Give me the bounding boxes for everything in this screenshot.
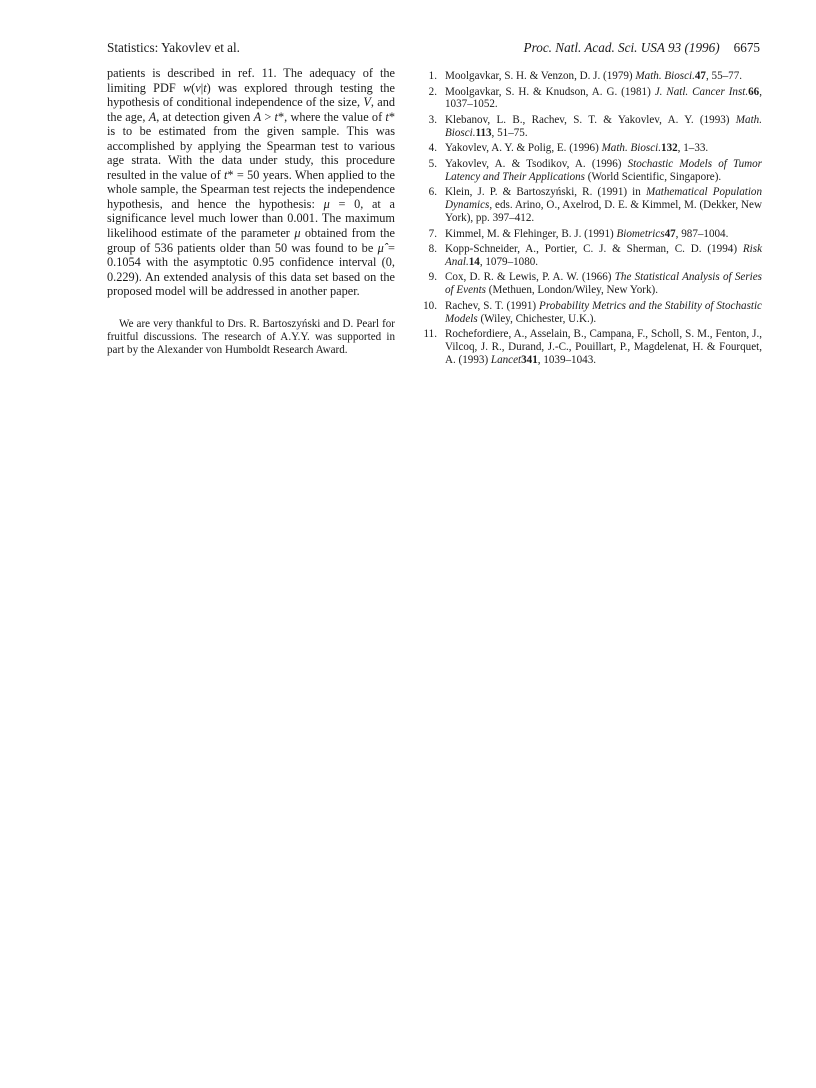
reference-volume: 132 [661, 142, 678, 155]
reference-pages: , 1079–1080. [479, 255, 539, 268]
header-section-label: Statistics: Yakovlev et al. [107, 40, 240, 55]
reference-item [419, 300, 762, 326]
reference-number: 1. [428, 70, 437, 82]
reference-number: 4. [428, 142, 437, 155]
reference-number: 9. [428, 271, 437, 284]
reference-item [419, 228, 762, 241]
reference-volume: 113 [475, 126, 492, 139]
reference-journal: Lancet [490, 354, 522, 367]
reference-authors: Kimmel, M. & Flehinger, B. J. (1991) [445, 227, 617, 240]
reference-pages: , 987–1004. [675, 227, 729, 240]
reference-authors: Rachev, S. T. (1991) [445, 299, 540, 312]
reference-publisher: (Wiley, Chichester, U.K.). [477, 312, 597, 325]
body-paragraph: patients is described in ref. 11. The adequacy of the limiting PDF w(v|t) was explored through testing the hypothesis of conditional independence of the size, V, and the age, A, at detection given A > t*, where the value of t* is to be estimated from the given sample. This was accomplished by applying the Spearman test to various age strata. With the data under study, this procedure resulted in the value of t* = 50 years. When applied to the whole sample, the Spearman test rejects the independence hypothesis, and hence the hypothesis: μ = 0, at a significance level much lower than 0.001. The maximum likelihood estimate of the parameter μ obtained from the group of 536 patients older than 50 was found to be μ̂ = 0.1054 with the asymptotic 0.95 confidence interval (0, 0.229). An extended analysis of this data set based on the proposed model will be addressed in another paper. [107, 66, 396, 299]
reference-title: Stochastic Models of Tumor Latency and Their Applications [445, 157, 762, 183]
reference-item [419, 271, 762, 297]
reference-authors: Moolgavkar, S. H. & Venzon, D. J. (1979) [445, 70, 636, 82]
reference-authors: Kopp-Schneider, A., Portier, C. J. & Sherman, C. D. (1994) [445, 243, 743, 256]
reference-pages: , 55–77. [705, 70, 743, 82]
reference-pages: , 1039–1043. [537, 354, 597, 367]
reference-list [419, 70, 762, 370]
reference-authors: Klebanov, L. B., Rachev, S. T. & Yakovlev, A. Y. (1993) [445, 113, 736, 126]
reference-authors: Moolgavkar, S. H. & Knudson, A. G. (1981) [445, 85, 655, 98]
reference-journal: Math. Biosci. [601, 142, 662, 155]
reference-authors: Rochefordiere, A., Asselain, B., Campana, F., Scholl, S. M., Fenton, J., Vilcoq, J. R., Durand, J.-C., Pouillart, P., Magdelenat, H. & Fourquet, A. (1993) [445, 328, 762, 367]
reference-item [419, 243, 762, 269]
reference-volume: 66 [748, 85, 760, 98]
reference-number: 7. [428, 227, 437, 240]
header-journal-info [524, 40, 760, 56]
reference-item [419, 328, 762, 367]
acknowledgment-paragraph: We are very thankful to Drs. R. Bartoszyński and D. Pearl for fruitful discussions. The research of A.Y.Y. was supported in part by the Alexander von Humboldt Research Award. [107, 317, 395, 357]
reference-number: 11. [423, 328, 437, 341]
reference-journal: J. Natl. Cancer Inst. [654, 85, 749, 98]
reference-authors: Yakovlev, A. Y. & Polig, E. (1996) [445, 142, 602, 155]
reference-number: 3. [428, 113, 437, 126]
reference-number: 2. [428, 85, 437, 98]
reference-volume: 47 [664, 227, 676, 240]
reference-item [419, 70, 762, 83]
reference-publisher: , eds. Arino, O., Axelrod, D. E. & Kimmel, M. (Dekker, New York), pp. 397–412. [445, 199, 762, 225]
reference-title: The Statistical Analysis of Series of Events [445, 271, 762, 297]
reference-volume: 341 [521, 354, 538, 367]
reference-item [419, 114, 762, 140]
reference-title: Probability Metrics and the Stability of Stochastic Models [445, 299, 762, 325]
reference-pages: , 51–75. [491, 126, 528, 139]
reference-item [419, 86, 762, 112]
reference-publisher: (World Scientific, Singapore). [585, 170, 722, 183]
reference-authors: Cox, D. R. & Lewis, P. A. W. (1966) [445, 271, 615, 284]
reference-pages: , 1037–1052. [445, 85, 762, 111]
reference-publisher: (Methuen, London/Wiley, New York). [485, 284, 658, 297]
reference-number: 6. [428, 186, 437, 199]
reference-number: 8. [428, 243, 437, 256]
reference-title: Mathematical Population Dynamics [445, 186, 763, 212]
page-number: 6675 [733, 40, 760, 55]
reference-volume: 47 [694, 70, 706, 82]
reference-volume: 14 [468, 255, 480, 268]
reference-number: 5. [428, 157, 437, 170]
reference-journal: Biometrics [616, 227, 665, 240]
reference-journal: Math. Biosci. [635, 70, 695, 82]
reference-item [419, 142, 762, 155]
reference-journal: Risk Anal. [445, 243, 762, 268]
left-column [107, 66, 395, 357]
reference-item [419, 186, 762, 225]
reference-journal: Math. Biosci. [445, 113, 762, 139]
reference-item [419, 158, 762, 184]
header-journal: Proc. Natl. Acad. Sci. USA 93 (1996) [523, 40, 720, 55]
reference-number: 10. [423, 299, 437, 312]
reference-authors: Klein, J. P. & Bartoszyński, R. (1991) in [445, 186, 646, 199]
reference-pages: , 1–33. [677, 142, 709, 155]
reference-authors: Yakovlev, A. & Tsodikov, A. (1996) [445, 157, 628, 170]
